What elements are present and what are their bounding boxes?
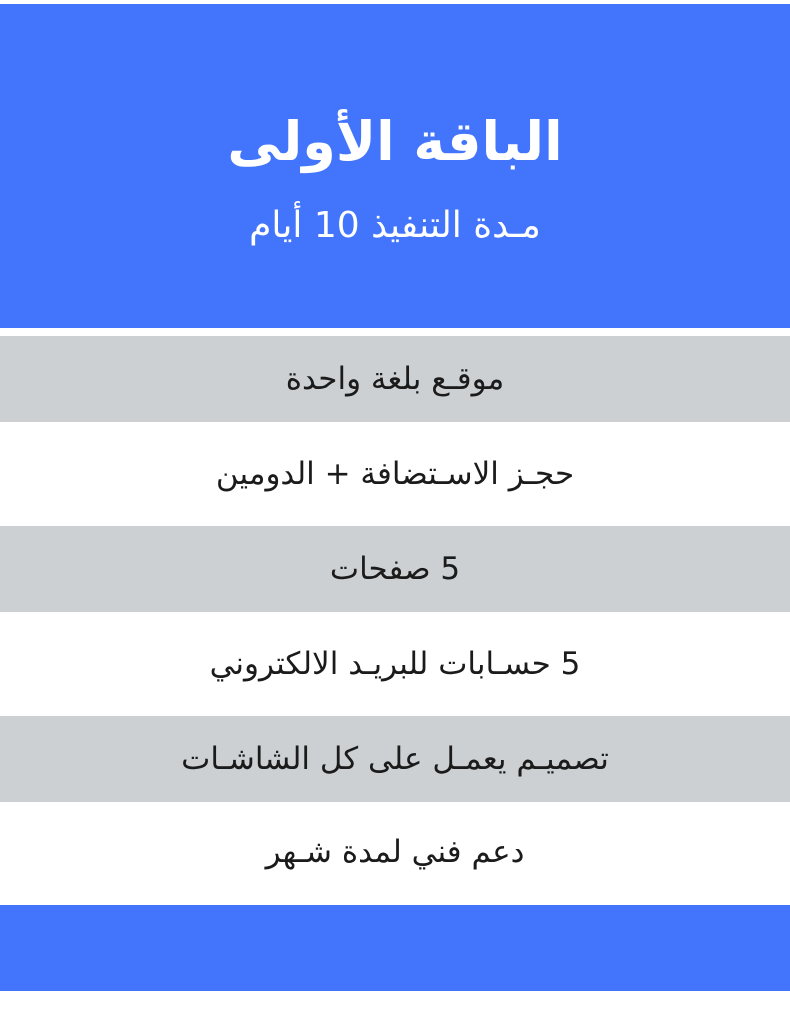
package-title: الباقة الأولى — [227, 110, 563, 173]
feature-support: دعم فني لمدة شـهر — [0, 802, 790, 901]
feature-responsive-design: تصميـم يعمـل على كل الشاشـات — [0, 716, 790, 802]
footer-bar — [0, 905, 790, 991]
package-header — [0, 4, 790, 328]
feature-email-accounts: 5 حسـابات للبريـد الالكتروني — [0, 612, 790, 716]
feature-single-language-site: موقـع بلغة واحدة — [0, 336, 790, 422]
feature-list — [0, 336, 790, 901]
execution-duration: مـدة التنفيذ 10 أيام — [249, 205, 541, 246]
feature-pages: 5 صفحات — [0, 526, 790, 612]
feature-hosting-domain: حجـز الاسـتضافة + الدومين — [0, 422, 790, 526]
